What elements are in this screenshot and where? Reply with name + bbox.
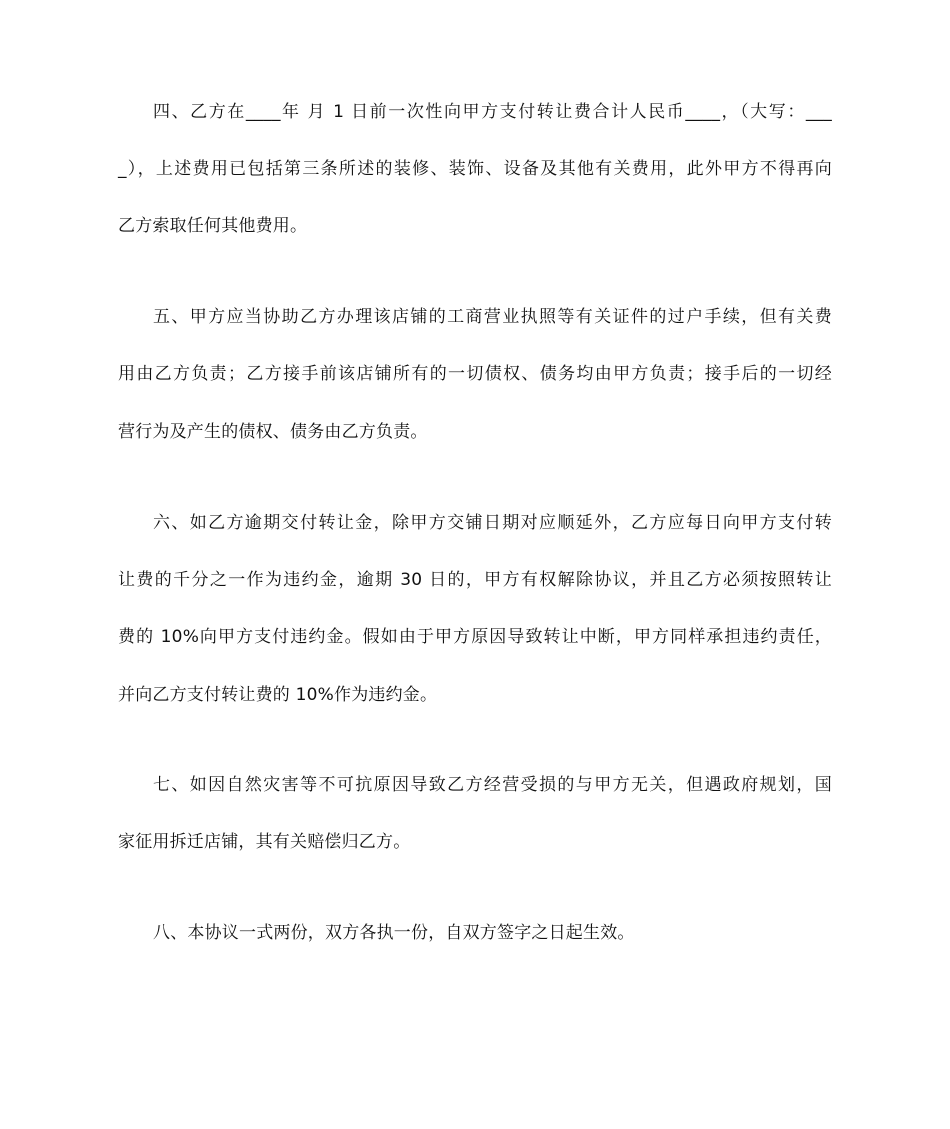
clause-6-line-4: 并向乙方支付转让费的 10%作为违约金。: [118, 685, 438, 705]
clause-6-line-3: 费的 10%向甲方支付违约金。假如由于甲方原因导致转让中断，甲方同样承担违约责任，: [118, 627, 832, 647]
clause-4-line-3: 乙方索取任何其他费用。: [118, 216, 308, 236]
clause-6-line-1: 六、如乙方逾期交付转让金，除甲方交铺日期对应顺延外，乙方应每日向甲方支付转: [153, 513, 832, 533]
clause-4-line-2: _），上述费用已包括第三条所述的装修、装饰、设备及其他有关费用，此外甲方不得再向: [118, 159, 832, 179]
clause-7-line-1: 七、如因自然灾害等不可抗原因导致乙方经营受损的与甲方无关，但遇政府规划，国: [153, 775, 832, 795]
clause-5-line-2: 用由乙方负责；乙方接手前该店铺所有的一切债权、债务均由甲方负责；接手后的一切经: [118, 364, 832, 384]
clause-7-line-2: 家征用拆迁店铺，其有关赔偿归乙方。: [118, 832, 411, 852]
clause-5-line-3: 营行为及产生的债权、债务由乙方负责。: [118, 422, 428, 442]
clause-6-line-2: 让费的千分之一作为违约金，逾期 30 日的，甲方有权解除协议，并且乙方必须按照转让: [118, 570, 832, 590]
clause-4-line-1: 四、乙方在____年 月 1 日前一次性向甲方支付转让费合计人民币____，（大写：___: [153, 102, 832, 122]
clause-5-line-1: 五、甲方应当协助乙方办理该店铺的工商营业执照等有关证件的过户手续，但有关费: [153, 307, 832, 327]
clause-8-line-1: 八、本协议一式两份，双方各执一份，自双方签字之日起生效。: [153, 923, 635, 943]
